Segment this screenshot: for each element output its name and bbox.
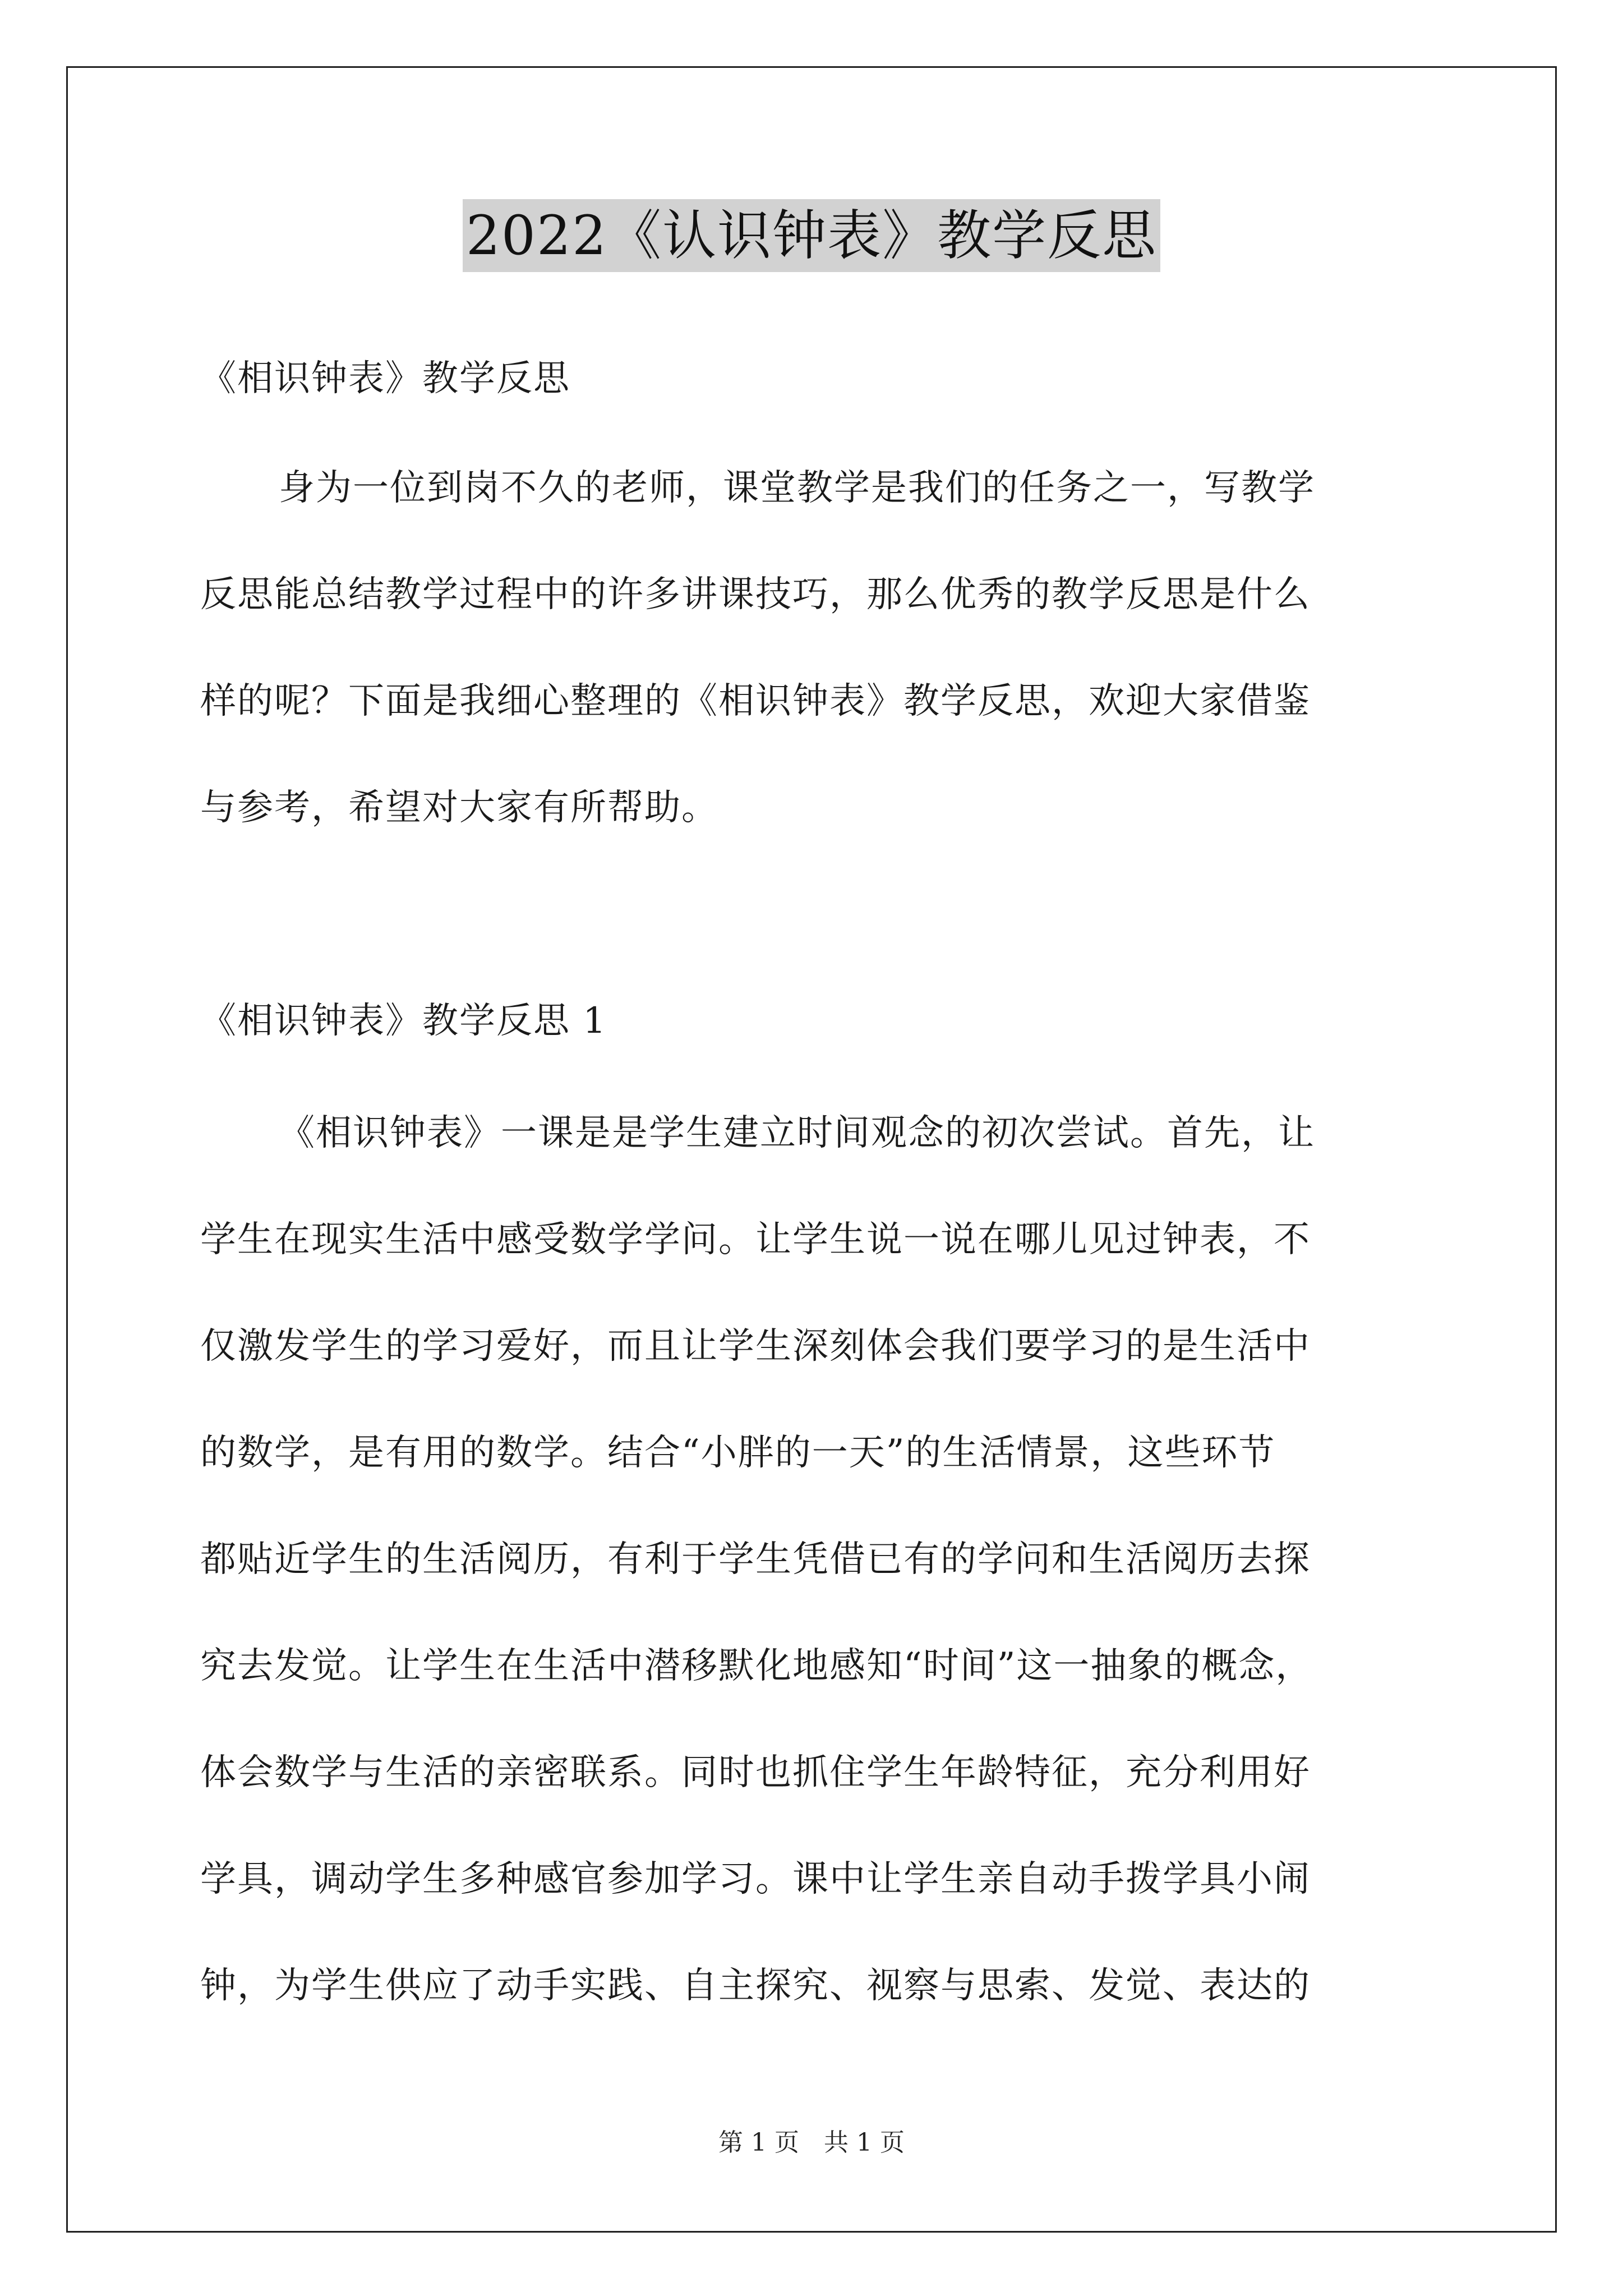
intro-heading: 《相识钟表》教学反思 [200, 358, 570, 399]
paragraph-line: 仅激发学生的学习爱好，而且让学生深刻体会我们要学习的是生活中 [200, 1326, 1311, 1367]
paragraph-line: 究去发觉。让学生在生活中潜移默化地感知“时间”这一抽象的概念， [200, 1645, 1313, 1687]
section-heading: 《相识钟表》教学反思 1 [200, 1000, 607, 1042]
paragraph-line: 《相识钟表》一课是是学生建立时间观念的初次尝试。首先，让 [279, 1112, 1315, 1154]
paragraph-line: 反思能总结教学过程中的许多讲课技巧，那么优秀的教学反思是什么 [200, 574, 1311, 615]
paragraph-line: 钟，为学生供应了动手实践、自主探究、视察与思索、发觉、表达的 [200, 1965, 1311, 2007]
document-title: 2022《认识钟表》教学反思 [463, 199, 1160, 272]
page-footer: 第 1 页 共 1 页 [718, 2128, 905, 2157]
paragraph-line: 学生在现实生活中感受数学学问。让学生说一说在哪儿见过钟表，不 [200, 1219, 1311, 1260]
section-paragraph [200, 1080, 1434, 2039]
paragraph-line: 与参考，希望对大家有所帮助。 [200, 787, 718, 829]
paragraph-line: 学具，调动学生多种感官参加学习。课中让学生亲自动手拨学具小闹 [200, 1858, 1311, 1900]
paragraph-line: 身为一位到岗不久的老师，课堂教学是我们的任务之一，写教学 [279, 467, 1315, 509]
paragraph-line: 都贴近学生的生活阅历，有利于学生凭借已有的学问和生活阅历去探 [200, 1539, 1311, 1580]
intro-paragraph [200, 435, 1434, 861]
paragraph-line: 样的呢？下面是我细心整理的《相识钟表》教学反思，欢迎大家借鉴 [200, 680, 1311, 722]
paragraph-line: 的数学，是有用的数学。结合“小胖的一天”的生活情景，这些环节 [200, 1432, 1276, 1474]
title-container [0, 199, 1623, 272]
paragraph-line: 体会数学与生活的亲密联系。同时也抓住学生年龄特征，充分利用好 [200, 1752, 1311, 1793]
